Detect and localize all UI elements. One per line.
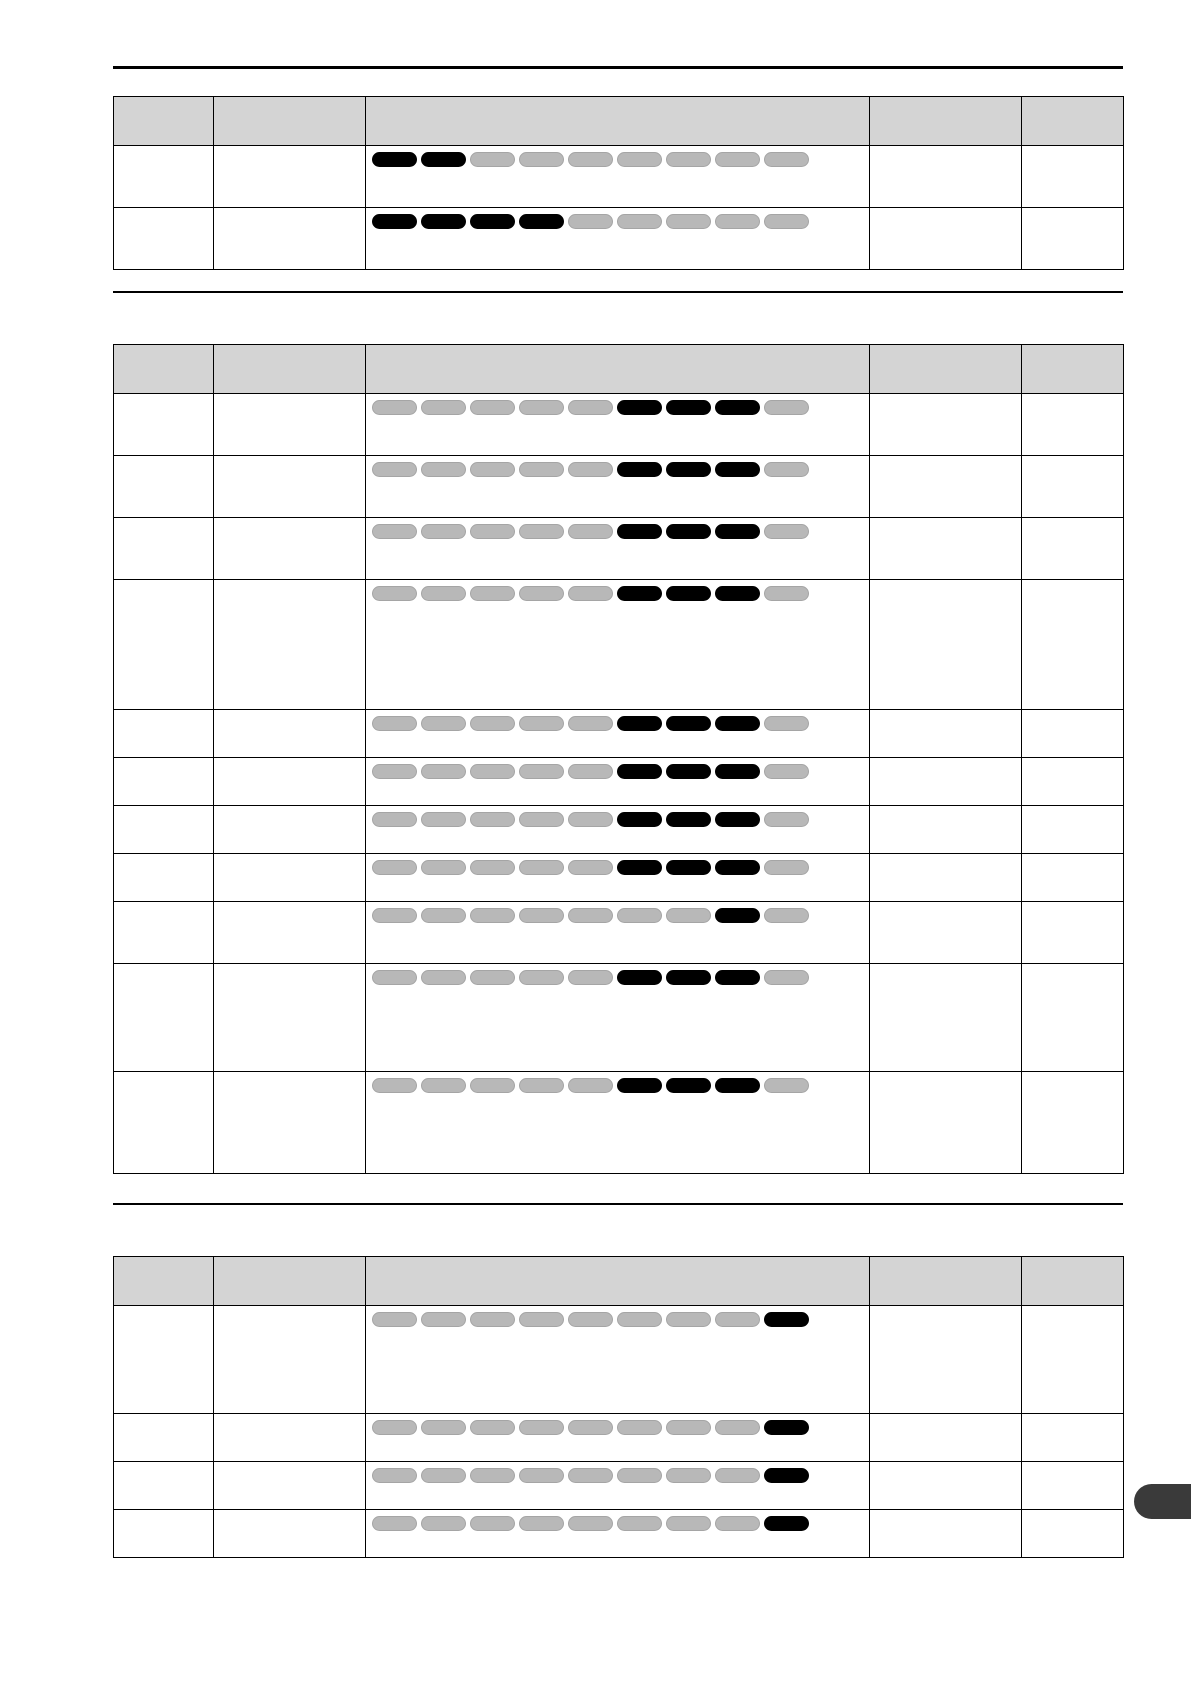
mode-segment-inactive (568, 1312, 613, 1327)
mode-segment-inactive (715, 1312, 760, 1327)
mode-indicator-bar (366, 1414, 869, 1435)
mode-segment-inactive (470, 812, 515, 827)
mode-segment-inactive (421, 586, 466, 601)
mode-segment-active (617, 586, 662, 601)
table-cell-5 (1022, 1072, 1124, 1174)
table-cell-4 (870, 580, 1022, 710)
mode-indicator-bar (366, 456, 869, 477)
mode-segment-inactive (666, 1468, 711, 1483)
mode-segment-inactive (568, 812, 613, 827)
top-rule (113, 66, 1123, 69)
mode-segment-active (666, 716, 711, 731)
table-row (114, 146, 1124, 208)
header-cell-2 (214, 1257, 366, 1306)
mode-segment-inactive (519, 1516, 564, 1531)
mode-segment-active (666, 1078, 711, 1093)
table-cell-2 (214, 456, 366, 518)
header-cell-5 (1022, 97, 1124, 146)
mode-segment-active (715, 524, 760, 539)
mode-segment-inactive (764, 152, 809, 167)
mode-segment-active (372, 214, 417, 229)
mode-segment-inactive (568, 716, 613, 731)
table-header (114, 97, 1124, 146)
mode-segment-inactive (568, 586, 613, 601)
table-cell-3 (366, 964, 870, 1072)
mode-segment-active (666, 462, 711, 477)
table-cell-5 (1022, 208, 1124, 270)
table-row (114, 902, 1124, 964)
mode-segment-inactive (421, 1468, 466, 1483)
mode-segment-inactive (372, 1468, 417, 1483)
mode-segment-inactive (568, 860, 613, 875)
mode-segment-inactive (764, 462, 809, 477)
table-cell-3 (366, 1414, 870, 1462)
table-cell-2 (214, 518, 366, 580)
table-cell-3 (366, 1072, 870, 1174)
mode-segment-active (715, 908, 760, 923)
chapter-side-tab (1134, 1484, 1191, 1519)
table-cell-2 (214, 1414, 366, 1462)
mode-segment-inactive (421, 524, 466, 539)
mode-segment-active (666, 812, 711, 827)
mode-segment-inactive (617, 1468, 662, 1483)
table-header (114, 345, 1124, 394)
table-cell-1 (114, 1510, 214, 1558)
mode-segment-inactive (519, 1078, 564, 1093)
table-cell-1 (114, 806, 214, 854)
table-cell-3 (366, 518, 870, 580)
table-cell-4 (870, 710, 1022, 758)
mode-segment-active (666, 400, 711, 415)
mode-segment-inactive (568, 1078, 613, 1093)
table-cell-3 (366, 394, 870, 456)
table-cell-2 (214, 1462, 366, 1510)
mode-indicator-bar (366, 854, 869, 875)
mode-segment-active (617, 400, 662, 415)
table-cell-2 (214, 1510, 366, 1558)
mode-segment-inactive (519, 860, 564, 875)
mode-segment-inactive (470, 524, 515, 539)
mode-segment-inactive (470, 1516, 515, 1531)
mode-segment-inactive (470, 1078, 515, 1093)
table-cell-2 (214, 758, 366, 806)
table-cell-4 (870, 518, 1022, 580)
mode-segment-active (470, 214, 515, 229)
table-cell-1 (114, 580, 214, 710)
parameter-table-1 (113, 96, 1124, 270)
mode-segment-inactive (470, 1312, 515, 1327)
table-cell-5 (1022, 1306, 1124, 1414)
header-cell-3 (366, 345, 870, 394)
mode-segment-active (715, 1078, 760, 1093)
mode-segment-inactive (764, 970, 809, 985)
table-row (114, 1414, 1124, 1462)
mode-segment-inactive (470, 860, 515, 875)
header-cell-2 (214, 97, 366, 146)
table-cell-5 (1022, 1462, 1124, 1510)
mode-segment-inactive (715, 152, 760, 167)
table-cell-2 (214, 902, 366, 964)
mode-indicator-bar (366, 1510, 869, 1531)
table-cell-2 (214, 394, 366, 456)
mode-segment-active (666, 764, 711, 779)
mode-segment-inactive (372, 908, 417, 923)
header-cell-2 (214, 345, 366, 394)
mode-segment-inactive (764, 716, 809, 731)
table-cell-4 (870, 1306, 1022, 1414)
mode-segment-active (617, 812, 662, 827)
mode-segment-inactive (470, 586, 515, 601)
table-cell-4 (870, 902, 1022, 964)
mode-segment-inactive (372, 586, 417, 601)
mode-segment-inactive (372, 860, 417, 875)
mode-segment-inactive (421, 970, 466, 985)
mode-segment-active (617, 524, 662, 539)
mode-segment-active (715, 586, 760, 601)
mode-segment-inactive (666, 908, 711, 923)
mode-segment-inactive (764, 586, 809, 601)
table-cell-3 (366, 1306, 870, 1414)
mode-segment-inactive (519, 1468, 564, 1483)
mode-segment-inactive (519, 1420, 564, 1435)
table-cell-4 (870, 1462, 1022, 1510)
header-cell-4 (870, 1257, 1022, 1306)
mode-segment-inactive (764, 812, 809, 827)
mode-segment-inactive (421, 716, 466, 731)
table-row (114, 456, 1124, 518)
table-cell-5 (1022, 1510, 1124, 1558)
mode-segment-inactive (372, 970, 417, 985)
table-cell-2 (214, 806, 366, 854)
table-cell-1 (114, 1414, 214, 1462)
table-row (114, 1072, 1124, 1174)
mode-segment-inactive (617, 1516, 662, 1531)
table-cell-3 (366, 1462, 870, 1510)
mode-indicator-bar (366, 394, 869, 415)
mode-segment-active (764, 1420, 809, 1435)
mode-indicator-bar (366, 710, 869, 731)
mode-segment-active (715, 400, 760, 415)
mode-segment-active (617, 716, 662, 731)
mode-segment-inactive (470, 152, 515, 167)
mode-segment-inactive (372, 716, 417, 731)
mode-segment-active (764, 1516, 809, 1531)
header-cell-3 (366, 1257, 870, 1306)
mode-segment-active (764, 1468, 809, 1483)
mode-segment-inactive (519, 764, 564, 779)
mode-segment-inactive (617, 214, 662, 229)
table-cell-3 (366, 208, 870, 270)
table-cell-4 (870, 146, 1022, 208)
table-cell-3 (366, 146, 870, 208)
mode-segment-inactive (421, 1312, 466, 1327)
table-cell-2 (214, 854, 366, 902)
mode-indicator-bar (366, 758, 869, 779)
mode-segment-active (666, 860, 711, 875)
table-cell-3 (366, 1510, 870, 1558)
table-cell-5 (1022, 964, 1124, 1072)
mode-segment-inactive (421, 400, 466, 415)
mode-indicator-bar (366, 902, 869, 923)
table-cell-1 (114, 208, 214, 270)
table-cell-3 (366, 806, 870, 854)
table-cell-5 (1022, 580, 1124, 710)
mode-segment-active (715, 812, 760, 827)
table-cell-1 (114, 456, 214, 518)
mode-segment-inactive (519, 586, 564, 601)
header-cell-1 (114, 345, 214, 394)
header-cell-5 (1022, 345, 1124, 394)
mode-segment-inactive (568, 1516, 613, 1531)
mode-segment-inactive (617, 152, 662, 167)
table-cell-4 (870, 806, 1022, 854)
table-cell-4 (870, 208, 1022, 270)
table-cell-2 (214, 964, 366, 1072)
header-cell-1 (114, 97, 214, 146)
mode-segment-active (666, 970, 711, 985)
mode-segment-inactive (666, 1516, 711, 1531)
table-cell-4 (870, 854, 1022, 902)
mode-indicator-bar (366, 1072, 869, 1093)
mode-segment-inactive (519, 716, 564, 731)
mode-indicator-bar (366, 1306, 869, 1327)
table-cell-1 (114, 902, 214, 964)
header-cell-5 (1022, 1257, 1124, 1306)
mode-segment-active (764, 1312, 809, 1327)
mode-segment-inactive (568, 1420, 613, 1435)
mode-segment-active (421, 152, 466, 167)
mode-segment-inactive (715, 1516, 760, 1531)
mode-segment-inactive (617, 908, 662, 923)
mode-indicator-bar (366, 580, 869, 601)
mode-segment-inactive (372, 764, 417, 779)
table-cell-3 (366, 902, 870, 964)
header-cell-3 (366, 97, 870, 146)
mode-segment-inactive (519, 1312, 564, 1327)
mode-segment-active (666, 586, 711, 601)
mode-segment-inactive (715, 214, 760, 229)
mode-segment-inactive (372, 400, 417, 415)
mode-segment-active (715, 462, 760, 477)
mode-segment-inactive (519, 524, 564, 539)
table-cell-3 (366, 854, 870, 902)
mode-segment-inactive (617, 1312, 662, 1327)
header-cell-1 (114, 1257, 214, 1306)
mode-segment-inactive (372, 1078, 417, 1093)
table-cell-5 (1022, 1414, 1124, 1462)
table-row (114, 580, 1124, 710)
mode-segment-inactive (568, 970, 613, 985)
table-row (114, 1462, 1124, 1510)
table-cell-4 (870, 1510, 1022, 1558)
mode-indicator-bar (366, 146, 869, 167)
table-cell-5 (1022, 902, 1124, 964)
table-header (114, 1257, 1124, 1306)
table-cell-4 (870, 1414, 1022, 1462)
mode-segment-inactive (764, 764, 809, 779)
parameter-table-3 (113, 1256, 1124, 1558)
mode-segment-active (715, 970, 760, 985)
table-cell-2 (214, 710, 366, 758)
mode-segment-inactive (764, 860, 809, 875)
mode-segment-inactive (372, 812, 417, 827)
mode-segment-inactive (519, 812, 564, 827)
table-row (114, 1306, 1124, 1414)
table-cell-2 (214, 580, 366, 710)
mode-segment-inactive (568, 764, 613, 779)
mode-segment-active (617, 970, 662, 985)
mode-indicator-bar (366, 964, 869, 985)
mode-segment-inactive (666, 152, 711, 167)
table-cell-5 (1022, 806, 1124, 854)
mode-segment-inactive (421, 764, 466, 779)
mode-segment-inactive (470, 908, 515, 923)
table-cell-1 (114, 1462, 214, 1510)
table-cell-5 (1022, 518, 1124, 580)
table-cell-4 (870, 1072, 1022, 1174)
mode-segment-inactive (519, 970, 564, 985)
mode-segment-active (519, 214, 564, 229)
mode-segment-inactive (715, 1468, 760, 1483)
table-cell-2 (214, 1072, 366, 1174)
mode-segment-active (617, 462, 662, 477)
mode-segment-inactive (470, 1420, 515, 1435)
mode-segment-inactive (470, 764, 515, 779)
parameter-table-2 (113, 344, 1124, 1174)
table-cell-1 (114, 146, 214, 208)
mode-segment-inactive (372, 462, 417, 477)
mode-indicator-bar (366, 1462, 869, 1483)
mode-segment-inactive (568, 524, 613, 539)
table-cell-5 (1022, 710, 1124, 758)
mode-segment-inactive (666, 1312, 711, 1327)
table-cell-4 (870, 456, 1022, 518)
mode-segment-inactive (764, 214, 809, 229)
table-cell-3 (366, 758, 870, 806)
mode-segment-active (715, 764, 760, 779)
mode-segment-inactive (715, 1420, 760, 1435)
table-cell-5 (1022, 394, 1124, 456)
table-row (114, 208, 1124, 270)
mode-segment-inactive (568, 462, 613, 477)
mode-segment-inactive (421, 860, 466, 875)
mode-segment-inactive (372, 1516, 417, 1531)
mode-segment-inactive (519, 152, 564, 167)
mode-segment-inactive (764, 400, 809, 415)
table-row (114, 806, 1124, 854)
table-cell-1 (114, 1072, 214, 1174)
table-cell-5 (1022, 758, 1124, 806)
mode-segment-active (617, 764, 662, 779)
mode-segment-inactive (421, 462, 466, 477)
mode-segment-active (666, 524, 711, 539)
table-cell-3 (366, 456, 870, 518)
mode-segment-inactive (568, 214, 613, 229)
mode-segment-inactive (568, 400, 613, 415)
section-rule (113, 1203, 1123, 1205)
table-row (114, 758, 1124, 806)
table-cell-1 (114, 518, 214, 580)
mode-segment-inactive (617, 1420, 662, 1435)
mode-segment-inactive (470, 1468, 515, 1483)
table-row (114, 1510, 1124, 1558)
mode-segment-inactive (421, 1078, 466, 1093)
mode-segment-inactive (764, 524, 809, 539)
table-cell-2 (214, 208, 366, 270)
mode-segment-inactive (470, 970, 515, 985)
mode-segment-active (617, 860, 662, 875)
mode-segment-inactive (568, 1468, 613, 1483)
mode-segment-active (372, 152, 417, 167)
mode-segment-inactive (470, 400, 515, 415)
mode-segment-active (715, 860, 760, 875)
mode-segment-inactive (421, 1420, 466, 1435)
table-cell-4 (870, 964, 1022, 1072)
table-row (114, 518, 1124, 580)
mode-segment-inactive (421, 812, 466, 827)
mode-segment-inactive (519, 462, 564, 477)
table-cell-1 (114, 854, 214, 902)
table-row (114, 854, 1124, 902)
mode-segment-inactive (421, 908, 466, 923)
header-cell-4 (870, 97, 1022, 146)
mode-indicator-bar (366, 806, 869, 827)
mode-segment-inactive (666, 214, 711, 229)
table-cell-3 (366, 580, 870, 710)
table-cell-1 (114, 1306, 214, 1414)
table-cell-1 (114, 964, 214, 1072)
mode-segment-inactive (519, 400, 564, 415)
table-cell-1 (114, 710, 214, 758)
mode-segment-active (421, 214, 466, 229)
table-row (114, 964, 1124, 1072)
mode-segment-inactive (519, 908, 564, 923)
section-rule (113, 291, 1123, 293)
table-cell-4 (870, 394, 1022, 456)
mode-segment-inactive (372, 1312, 417, 1327)
table-cell-2 (214, 146, 366, 208)
table-cell-1 (114, 394, 214, 456)
mode-segment-inactive (764, 1078, 809, 1093)
mode-segment-active (617, 1078, 662, 1093)
table-cell-5 (1022, 456, 1124, 518)
mode-segment-inactive (372, 1420, 417, 1435)
table-cell-5 (1022, 854, 1124, 902)
mode-segment-inactive (568, 152, 613, 167)
mode-segment-inactive (568, 908, 613, 923)
mode-segment-inactive (470, 716, 515, 731)
table-cell-4 (870, 758, 1022, 806)
mode-segment-inactive (764, 908, 809, 923)
mode-segment-active (715, 716, 760, 731)
mode-segment-inactive (372, 524, 417, 539)
table-row (114, 710, 1124, 758)
mode-indicator-bar (366, 208, 869, 229)
header-cell-4 (870, 345, 1022, 394)
mode-segment-inactive (666, 1420, 711, 1435)
table-cell-3 (366, 710, 870, 758)
table-cell-1 (114, 758, 214, 806)
mode-indicator-bar (366, 518, 869, 539)
table-row (114, 394, 1124, 456)
mode-segment-inactive (470, 462, 515, 477)
table-cell-2 (214, 1306, 366, 1414)
mode-segment-inactive (421, 1516, 466, 1531)
table-cell-5 (1022, 146, 1124, 208)
